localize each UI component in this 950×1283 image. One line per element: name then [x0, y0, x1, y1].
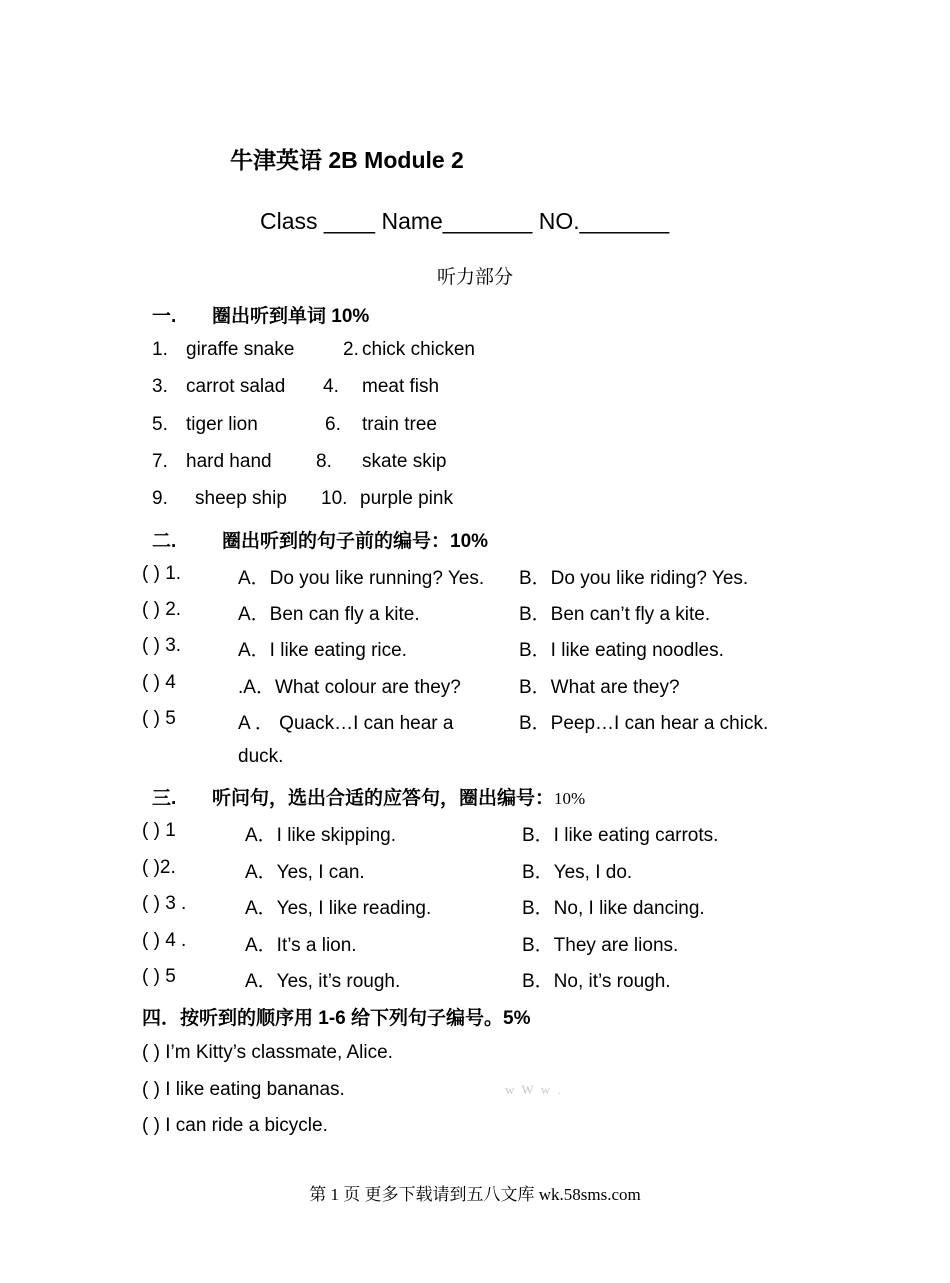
section2-title: 圈出听到的句子前的编号：10% — [222, 531, 489, 552]
word-num: 2. — [343, 339, 359, 360]
word-num: 3. — [152, 376, 168, 397]
class-name-number-line: Class ____ Name_______ NO._______ — [260, 208, 670, 234]
answer-paren: ( ) 5 — [142, 966, 176, 987]
option-b: B．I like eating noodles. — [519, 640, 724, 661]
option-b: B．Yes, I do. — [522, 862, 633, 883]
word-pair: chick chicken — [362, 339, 475, 360]
option-b: B．Do you like riding? Yes. — [519, 568, 749, 589]
option-a: A．Yes, it’s rough. — [245, 971, 401, 992]
answer-paren: ( ) 4 . — [142, 930, 187, 951]
section3-percent: 10% — [554, 789, 586, 808]
option-a: A．Ben can fly a kite. — [238, 604, 420, 625]
answer-paren: ( ) 2. — [142, 599, 182, 620]
word-num: 5. — [152, 414, 168, 435]
ordering-sentence: ( ) I can ride a bicycle. — [142, 1115, 328, 1136]
page-footer: 第 1 页 更多下载请到五八文库 wk.58sms.com — [309, 1185, 641, 1204]
option-a: A．Do you like running? Yes. — [238, 568, 485, 589]
answer-paren: ( )2. — [142, 857, 176, 878]
answer-paren: ( ) 3 . — [142, 893, 187, 914]
section3-number: 三. — [152, 788, 177, 809]
section1-number: 一. — [152, 306, 177, 327]
option-b: B．They are lions. — [522, 935, 679, 956]
section4-title: 四．按听到的顺序用 1-6 给下列句子编号。5% — [142, 1008, 531, 1029]
word-num: 4. — [323, 376, 339, 397]
word-pair: tiger lion — [186, 414, 258, 435]
option-a: A．I like skipping. — [245, 825, 397, 846]
page-title: 牛津英语 2B Module 2 — [230, 147, 464, 173]
word-pair: skate skip — [362, 451, 447, 472]
ordering-sentence: ( ) I’m Kitty’s classmate, Alice. — [142, 1042, 393, 1063]
watermark: w W w . — [505, 1082, 563, 1097]
section3-title-text: 听问句，选出合适的应答句，圈出编号： — [212, 788, 555, 809]
option-b: B．No, I like dancing. — [522, 898, 705, 919]
word-pair: meat fish — [362, 376, 440, 397]
answer-paren: ( ) 5 — [142, 708, 176, 729]
option-b: B．Peep…I can hear a chick. — [519, 713, 769, 734]
option-b: B．Ben can’t fly a kite. — [519, 604, 711, 625]
section2-number: 二. — [152, 531, 177, 552]
option-b: B．What are they? — [519, 677, 680, 698]
word-pair: hard hand — [186, 451, 272, 472]
listening-heading: 听力部分 — [436, 267, 513, 288]
option-b: B．No, it’s rough. — [522, 971, 671, 992]
ordering-sentence: ( ) I like eating bananas. — [142, 1079, 345, 1100]
word-pair: carrot salad — [186, 376, 286, 397]
option-b: B．I like eating carrots. — [522, 825, 719, 846]
answer-paren: ( ) 4 — [142, 672, 176, 693]
section3-title — [212, 783, 585, 810]
answer-paren: ( ) 1. — [142, 563, 182, 584]
word-num: 1. — [152, 339, 168, 360]
word-pair: train tree — [362, 414, 437, 435]
answer-paren: ( ) 3. — [142, 635, 182, 656]
word-num: 10. — [321, 488, 348, 509]
word-pair: sheep ship — [195, 488, 287, 509]
word-num: 6. — [325, 414, 341, 435]
option-a: .A．What colour are they? — [238, 677, 461, 698]
word-num: 8. — [316, 451, 332, 472]
option-a: A．Yes, I like reading. — [245, 898, 432, 919]
word-num: 7. — [152, 451, 168, 472]
option-a: A ． Quack…I can hear a — [238, 713, 454, 734]
option-a: A．It’s a lion. — [245, 935, 357, 956]
option-a: A．I like eating rice. — [238, 640, 407, 661]
word-pair: giraffe snake — [186, 339, 295, 360]
word-num: 9. — [152, 488, 168, 509]
option-a-continued: duck. — [238, 746, 284, 767]
option-a: A．Yes, I can. — [245, 862, 365, 883]
answer-paren: ( ) 1 — [142, 820, 176, 841]
word-pair: purple pink — [360, 488, 453, 509]
section1-title: 圈出听到单词 10% — [212, 306, 370, 327]
